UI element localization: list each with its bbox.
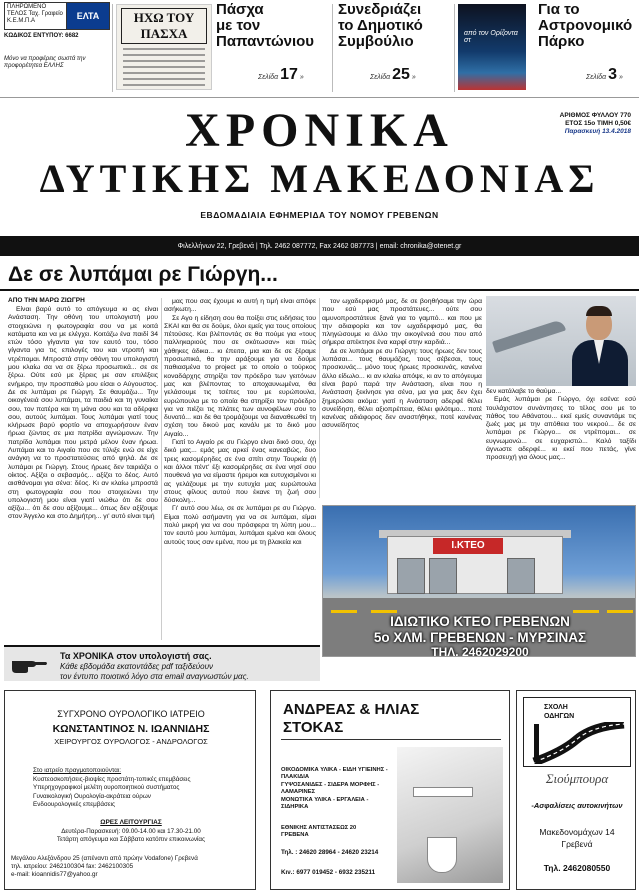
teaser-page-1: Σελίδα 17 » — [258, 66, 304, 83]
ad1-services-list: Στο ιατρείο πραγματοποιούνται: Κυστεοσκοπήσεις-βιοψίες προστάτη-τοπικές επεμβάσεις Υπερηχογραφικοί μελέτη ουροποιητικού συστήματος Γυναικολογική Ουρολογία-ακράτεια ούρων Ενδοουρολογικές επεμβάσεις — [33, 767, 191, 808]
article-column-1: Είναι βαρύ αυτό το απόγευμα κι ας είναι Ανάσταση. Την οθόνη του υπολογιστή μου στοιχειώνει η φωτογραφία σου να με κοιτά κατάματα και να με ελέγχει. Κοιτάζω ένα παιδί 34 ετών τόσο γίγαντα για τον εαυτό του, τόσο γίγαντα για τις επιλογές του και ντροπή και ντρέπομαι. Μπροστά στην οθόνη του υπολογιστή μου κλαίω σα να σε ξέρω προσωπικά... σε σε ξέρω. Ούτε εσύ με ξέρεις με σαν επιλέξεις ενήμερο, την προσπαθώ μου είσαι ο Αύγουστος. Δε σε λυπάμαι ρε Γιώργη. Σε θαυμάζω... Την οικογένειά σου λυπάμαι, τα παιδιά και τη γυναίκα σου, τον πατέρα και τη μάνα σου και τα αδέρφια σου, αυτούς λυπάμαι. Τους λυπάμαι γιατί τους κλήρωσε βαρύ φορτίο να αποχωρήσουν έναν ήρωα ζώντας σε μια πατρίδα αγνώμονων. Την πατρίδα λυπάμαι που μετρά μέλον έναν ήρωα. Λυπάμαι και το Αιγαίο που σε τύλιξε ενώ σε είχε ανάγκη να το προστατεύσεις από ψηλά. Δε σε λυπάμαι ρε Γιώργη. Στους ήρωες δεν ταιριάζει ο οίκτος. Αξίζει ο σεβασμός... αξίζει το δέος. Αυτό αισθάνομαι για σένα: δέος. Κι αν κλαίω μπροστά στη φωτογραφία σου που στοιχειώνει την υπολογιστή μου είναι γιατί νιώθω ότι δε σου αξίζω... ότι δε σου αξίζουμε... όπως δεν αξίζουμε στον Άγγελο και στο Δημήτρη... γι' αυτό είναι τιμή — [8, 306, 158, 521]
pilot-portrait-photo — [486, 296, 636, 386]
pointing-hand-icon — [10, 653, 50, 675]
teaser-page-3: Σελίδα 3 » — [586, 66, 623, 83]
kteo-address: 5ο ΧΛΜ. ΓΡΕΒΕΝΩΝ - ΜΥΡΣΙΝΑΣ — [373, 630, 587, 645]
ad2-address: ΕΘΝΙΚΗΣ ΑΝΤΙΣΤΑΣΕΩΣ 20 ΓΡΕΒΕΝΑ — [281, 825, 357, 838]
ad1-clinic-type: ΣΥΓΧΡΟΝΟ ΟΥΡΟΛΟΓΙΚΟ ΙΑΤΡΕΙΟ — [57, 709, 205, 719]
kteo-name: ΙΔΙΩΤΙΚΟ ΚΤΕΟ ΓΡΕΒΕΝΩΝ — [390, 614, 570, 629]
old-newspaper-image — [116, 4, 212, 90]
teaser-headline-3[interactable]: Για το Αστρονομικό Πάρκο — [538, 1, 633, 50]
kteo-advertisement[interactable] — [322, 505, 636, 657]
masthead-subtitle: ΕΒΔΟΜΑΔΙΑΙΑ ΕΦΗΜΕΡΙΔΑ ΤΟΥ ΝΟΜΟΥ ΓΡΕΒΕΝΩΝ — [200, 210, 439, 220]
ad2-mobile: Κιν.: 6977 019452 - 6932 235211 — [281, 869, 376, 876]
promo-headline: Τα ΧΡΟΝΙΚΑ στον υπολογιστή σας. — [60, 651, 212, 661]
ad3-insurance: -Ασφαλίσεις αυτοκινήτων — [531, 801, 623, 810]
ad2-surname: ΣΤΟΚΑΣ — [283, 719, 344, 736]
article-title[interactable]: Δε σε λυπάμαι ρε Γιώργη... — [8, 263, 278, 286]
urologist-advertisement[interactable] — [4, 690, 256, 890]
promo-line-2: Κάθε εβδομάδα εκατοντάδες pdf ταξιδεύουν — [60, 662, 213, 671]
masthead-title-line-2: ΔΥΤΙΚΗΣ ΜΑΚΕΔΟΝΙΑΣ — [39, 156, 600, 201]
ad1-doctor-name: ΚΩΝΣΤΑΝΤΙΝΟΣ Ν. ΙΩΑΝΝΙΔΗΣ — [52, 723, 210, 735]
article-column-2: μας που σας έχουμε κι αυτή η τιμή είναι απόφε ασήκωτη... Σε Αγο η είδηση σου θα ποίξει στις ειδήσεις του ΣΚΑΙ και θα σε δούμε, όλοι εμείς για τους οποίους πέτούσες. Και βλέποντάς σε θα πούμε για «τους παλληκαριούς που σε σκότωσαν» και πιώς χάθηκες άδικα... κι έπειτα, μια και δε σε ξέραμε προσωπικά, θα την αράξουμε για να δούμε παθιασμένα το project με το οποίο ο τούρκος κοναδάρχης στηρίζει τον πρόεδρο των γειτόνων μας και βλέποντας το αποχαυνωμένα, θα γελάσουμε τις τσέπες του με ευρώπουλα, ευρώπουλα με το οποία θα στηρίξει τον πρόεδρο για να πιέζει τις πλάτες των αυνοφέλων σου το δυνατό... και δε θα τρομάζουμε να διαναθεωθεί τη σχέση του δικού μας κανάλι με το δικό μου Αιγαίο... Γιατί το Αιγαίο ρε συ Γιώργο είναι δικό σου, όχι δικό μας... εμάς μας αρκεί ένας κανεαβώς, δυο τρεις κασομέρηδες σε ένα σπίτι στην Τουρκία (ή και άλλοι πέντ' έξι κασομέρηδες σε ένα νησί σου πουθενά για να είμαστε ήρεμοι και ευτυχισμένοι κι ας γελάζουμε με την ευτυχία μας ευρώπουλα στους φίλους αυτού που έκανε τη ζωή σου δύσκολη... Γι' αυτό σου λέω, σε σε λυπάμαι ρε συ Γιώργο. Είμαι πολύ ασήμαντη για να σε λυπάμαι, είμαι πολύ μικρή για να σου πρόσφερα τη λύπη μου... τον εαυτό μου λυπάμαι, λυπάμαι εμένα και όλους αυτούς τους σαν εμένα, που με τη βλακεία και — [164, 298, 316, 546]
ad1-hours: Δευτέρα-Παρασκευή: 09.00-14.00 και 17.30-21.00 Τετάρτη απόγευμα και Σάββατο κατόπιν επικοινωνίας — [56, 828, 206, 843]
article-byline: ΑΠΟ ΤΗΝ ΜΑΡΩ ΖΙΩΓΡΗ — [8, 297, 85, 304]
stokas-advertisement[interactable] — [270, 690, 510, 890]
issue-year-price: ΕΤΟΣ 15ο ΤΙΜΗ 0,50€ — [565, 120, 631, 127]
publication-code: ΚΩΔΙΚΟΣ ΕΝΤΥΠΟΥ: 6682 — [4, 33, 79, 39]
ad2-products-list: ΟΙΚΟΔΟΜΙΚΑ ΥΛΙΚΑ - ΕΙΔΗ ΥΓΙΕΙΝΗΣ - ΠΛΑΚΙΔΙΑ ΓΥΨΟΣΑΝΙΔΕΣ - ΣΙΔΕΡΑ ΜΟΡΦΗΣ - ΛΑΜΑΡΙΝΕΣ ΜΟΝΩΤΙΚΑ ΥΛΙΚΑ - ΕΡΓΑΛΕΙΑ - ΣΙΔΗΡΙΚΑ — [281, 767, 388, 811]
contact-bar: Φιλελλήνων 22, Γρεβενά | Τηλ. 2462 087772, Fax 2462 087773 | email: chronika@otenet.gr — [0, 236, 639, 256]
ad3-city: Γρεβενά — [561, 839, 593, 849]
article-column-4: δεν κατάλαβε το θαύμα... Εμάς λυπάμαι ρε Γιώργο, όχι εσένα: εσύ τουλάχιστον συνάντησες το τέλος σου με το πάθος του Αθάνατου... εκεί εμείς συναντάμε τις ζωές μας με την απόθεια του νεκρού... δε σε λυπάμαι ρε Γιώργο... σε ντρέπομαι... σε ευγνωμονώ... σε ευχαριστώ... Καλό ταξίδι άγνωστε αδερφέ... κι εκεί που πετάς, γίνε προσευχή για όλους μας... — [486, 388, 636, 462]
ad3-phone: Τηλ. 2462080550 — [543, 863, 611, 873]
pdf-promo-strip — [4, 645, 320, 681]
road-curve-icon — [532, 722, 626, 764]
teaser-page-2: Σελίδα 25 » — [370, 66, 416, 83]
ad2-phone: Τηλ. : 24620 28964 - 24620 23214 — [281, 849, 379, 856]
ad1-contact: Μεγάλου Αλεξάνδρου 25 (απέναντι από πρώην Vodafone) Γρεβενά τηλ. ιατρείου: 2462100304 fax: 2462100305 e-mail: kioannidis77@yahoo.gr — [11, 855, 198, 878]
postage-stamp-text: ΠΛΗΡΩΜΕΝΟ ΤΕΛΟΣ Ταχ. Γραφείο Κ.Ε.Μ.Π.Α — [5, 3, 67, 29]
ad3-street: Μακεδονομάχων 14 — [539, 827, 615, 837]
divider — [454, 4, 455, 92]
old-newspaper-title: ΗΧΩ ΤΟΥ ΠΑΣΧΑ — [121, 8, 207, 44]
issue-date: Παρασκευή 13.4.2018 — [564, 128, 631, 135]
ad3-signature: Σιούμπουρα — [545, 771, 609, 786]
ad1-hours-heading: ΩΡΕΣ ΛΕΙΤΟΥΡΓΙΑΣ — [100, 819, 162, 826]
book-cover-caption: από τον Ορίζοντα στ — [464, 30, 518, 44]
issue-number: ΑΡΙΘΜΟΣ ΦΥΛΛΟΥ 770 — [559, 112, 631, 119]
divider — [112, 4, 113, 92]
kteo-phone: ΤΗΛ. 2462029200 — [431, 645, 529, 657]
ad1-specialty: ΧΕΙΡΟΥΡΓΟΣ ΟΥΡΟΛΟΓΟΣ - ΑΝΔΡΟΛΟΓΟΣ — [54, 737, 208, 746]
article-title-rule — [0, 289, 639, 291]
top-note: Μόνο να προφέρεις σωστά την προφορέτητεα ΕΛΛΗΣ — [4, 56, 86, 69]
driving-school-advertisement[interactable] — [516, 690, 636, 890]
ad2-names: ΑΝΔΡΕΑΣ & ΗΛΙΑΣ — [283, 701, 420, 718]
top-strip — [0, 0, 639, 98]
masthead — [0, 98, 639, 232]
bathroom-photo — [397, 747, 503, 883]
postage-stamp — [4, 2, 110, 30]
promo-line-3: τον έντυπο ποιοτικό λόγο στα email αναγνωστών μας. — [60, 672, 249, 681]
teaser-headline-1[interactable]: Πάσχα με τον Παπαντώνιου — [216, 1, 315, 50]
book-cover-image — [458, 4, 526, 90]
article-column-3: τον ωχαδερφισμό μας, δε σε βοηθήσαμε την ώρα που εσύ μας προστάτευες... ούτε σου αμυνοπροστάτευε ξανά για το γαμπό... και που με την αδιαφορία και τον ωχαδερφισμό μας, θα πληγώσουμε κι άλλο την οικογένειά σου που από σήμερα απέκτησε ένα καρφί στην καρδιά... Δε σε λυπάμαι ρε συ Γιώργη: τους ήρωες δεν τους λυπάσαι... τους θαυμάζεις, τους σέβεσαι, τους προσκυνάς... μόνο τους ήρωες προσκυνάς, κανένα άλλο είδωλο... κι αν κλαίω απόψε, κι αν το απόγευμα είναι βαρύ παρά την Ανάσταση, είναι που η Ανάσταση ξεκίνησε για σένα, μα για μας δεν έχει ξημερώσει ακόμα: γιατί η Ανάσταση αδερφέ θέλει συνείδηση, θέλει αξιοπρέπεια, θέλει φιλότιμο... ποτέ κανένας αδιάφορος δεν αναστήθηκε, ποτέ κανένας ασυνείδητος — [322, 298, 482, 430]
issue-info — [560, 112, 631, 136]
teaser-headline-2[interactable]: Συνεδριάζει το Δημοτικό Συμβούλιο — [338, 1, 423, 50]
driving-school-logo: ΣΧΟΛΗ ΟΔΗΓΩΝ — [523, 697, 631, 767]
kteo-sign: Ι.ΚΤΕΟ — [433, 538, 503, 554]
masthead-title-line-1: ΧΡΟΝΙΚΑ — [185, 104, 454, 157]
elta-logo: ΕΛΤΑ — [67, 3, 109, 29]
divider — [332, 4, 333, 92]
